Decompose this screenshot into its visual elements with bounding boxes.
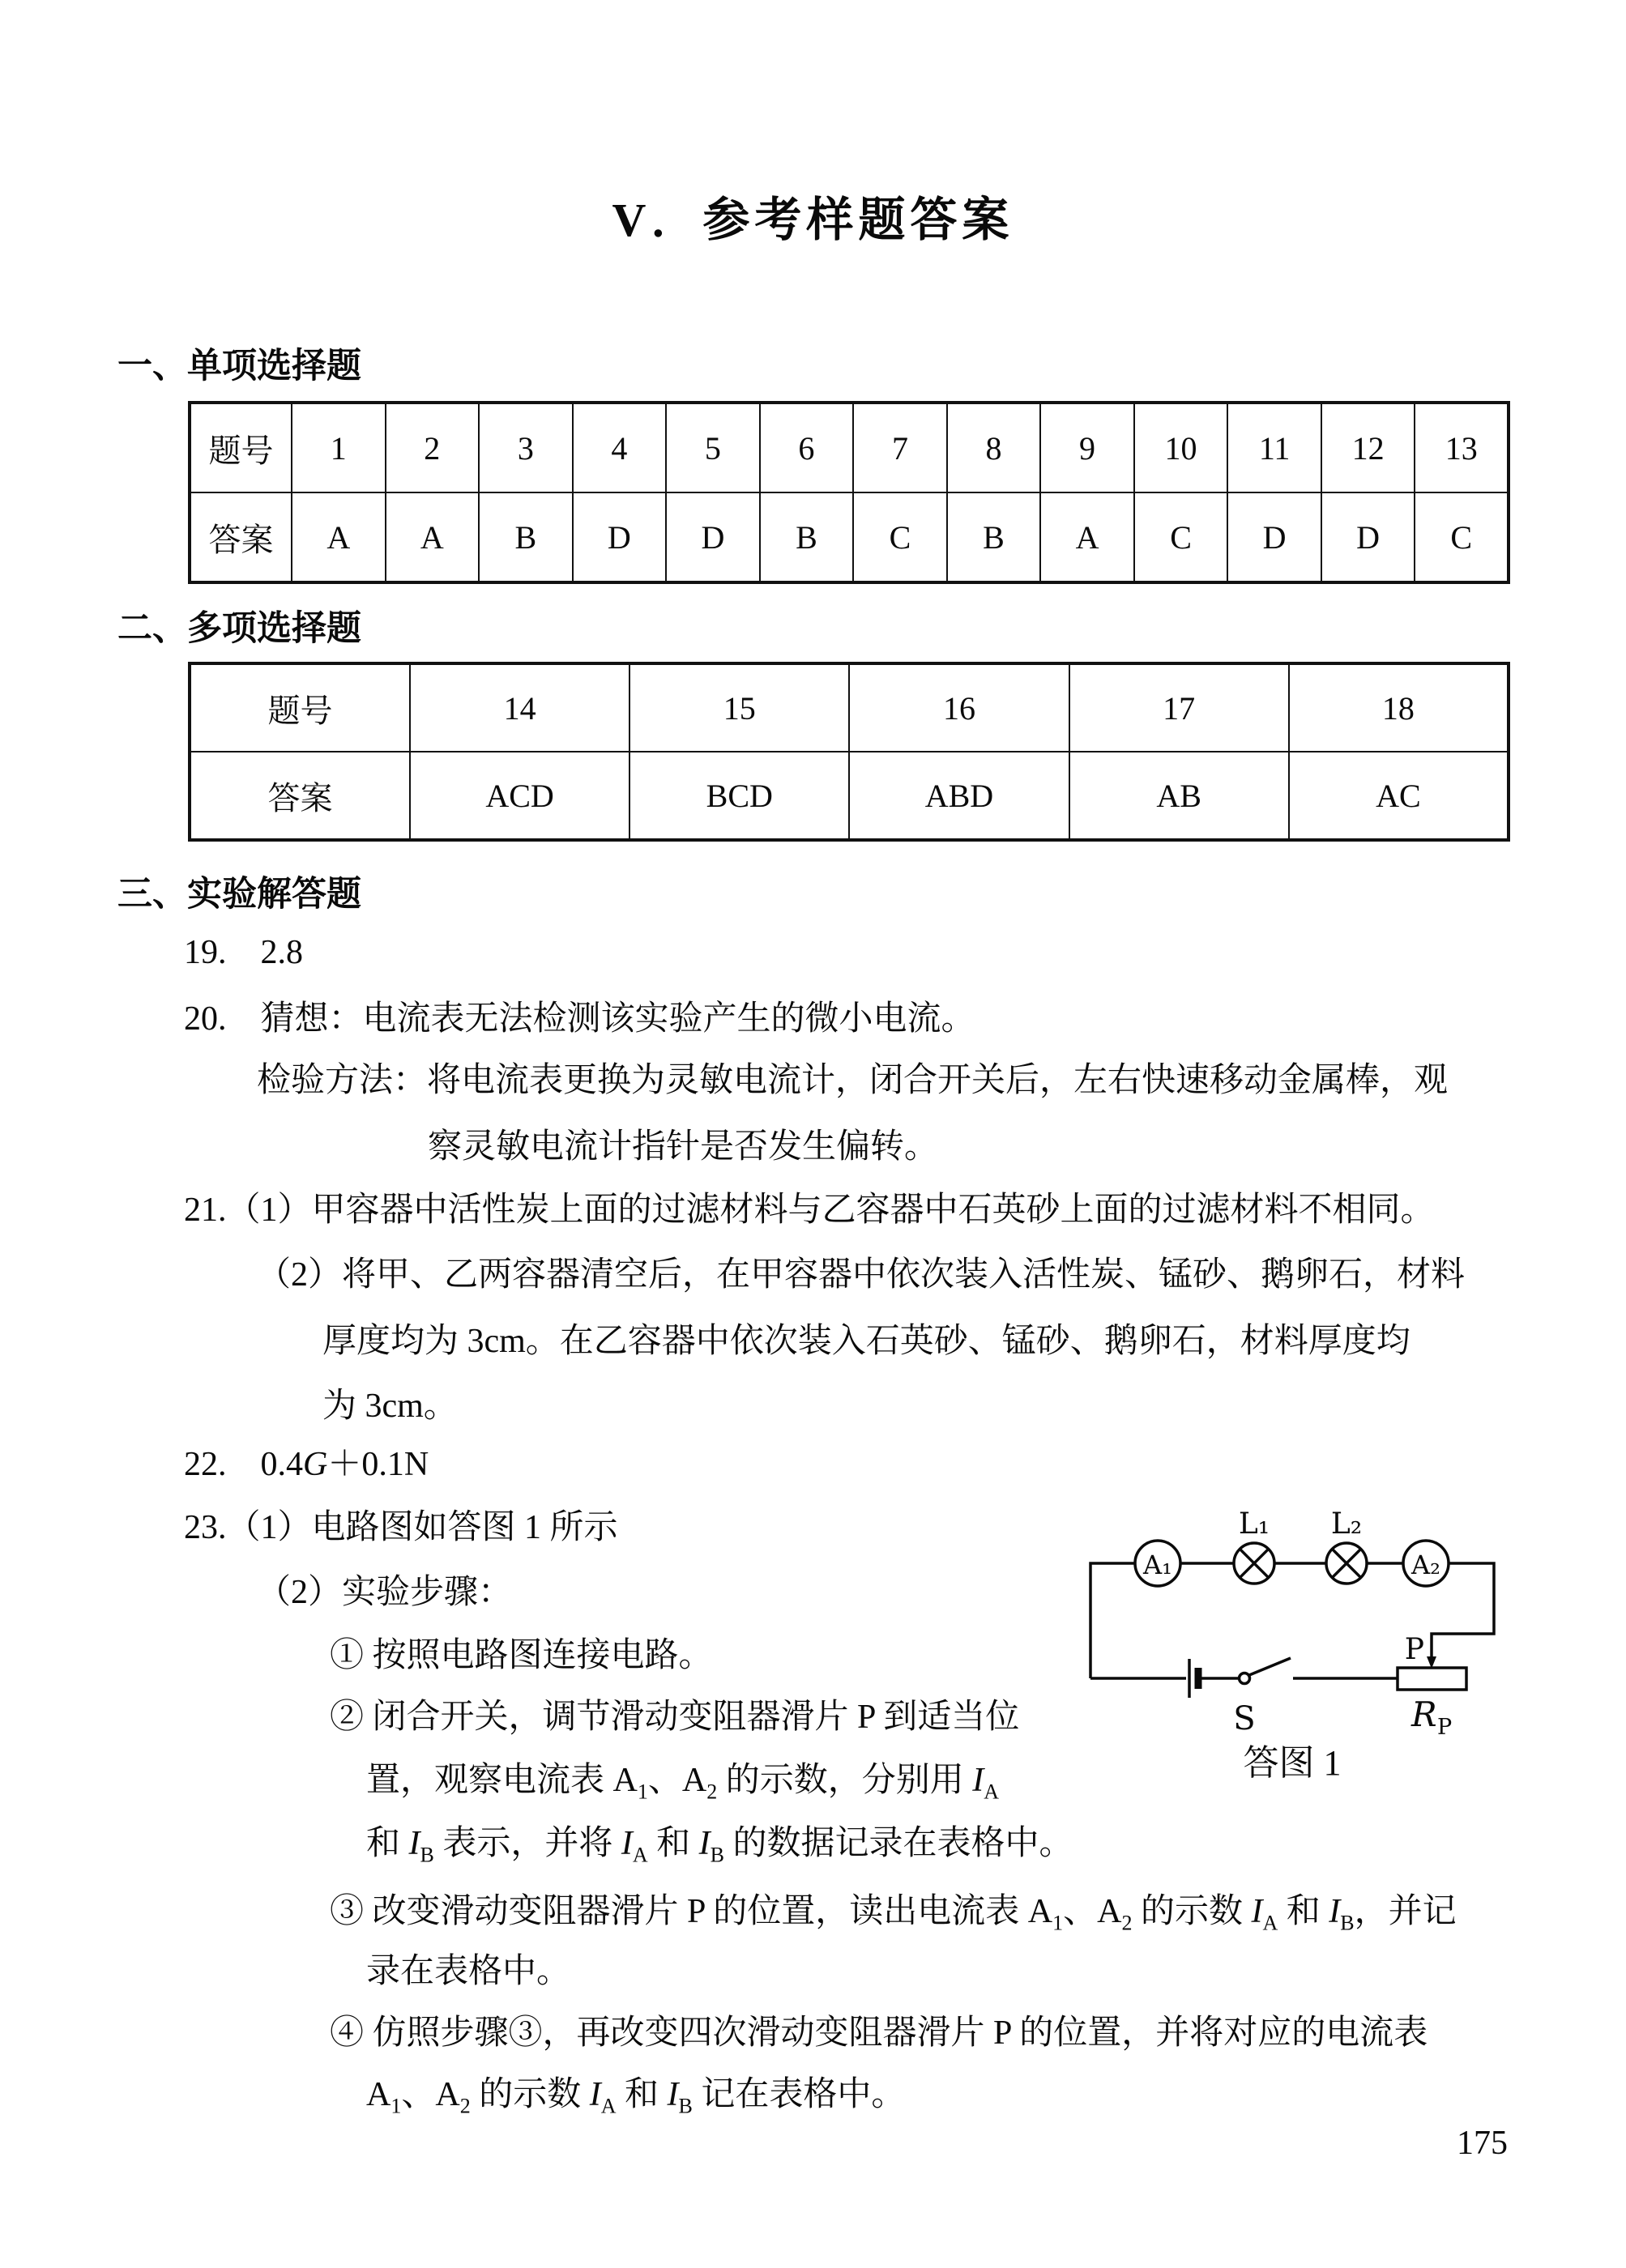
answer-cell: D <box>1321 492 1415 582</box>
question-number-cell: 16 <box>849 663 1069 752</box>
question-number-cell: 17 <box>1069 663 1289 752</box>
answer-cell: ABD <box>849 752 1069 840</box>
answer-cell: B <box>479 492 573 582</box>
answer-cell: C <box>1415 492 1509 582</box>
answer-cell: BCD <box>629 752 849 840</box>
answer-cell: A <box>386 492 480 582</box>
lamp-l1-icon <box>1234 1543 1274 1584</box>
slider-p-label: P <box>1404 1633 1424 1666</box>
lamp-l2-label: L₂ <box>1330 1507 1363 1541</box>
page-title: V．参考样题答案 <box>612 194 1014 246</box>
question-number-cell: 14 <box>410 663 629 752</box>
answer-cell: C <box>1134 492 1228 582</box>
answer-cell: ACD <box>410 752 629 840</box>
answer-line-22: 22. 0.4G＋0.1N <box>184 1446 429 1483</box>
question-number-cell: 2 <box>386 403 480 492</box>
ammeter-a1-label: A₁ <box>1143 1550 1172 1580</box>
switch-icon <box>1240 1658 1291 1684</box>
circuit-diagram <box>1078 1503 1515 1770</box>
lamp-l1-label: L₁ <box>1238 1507 1270 1541</box>
answer-line-21-2: （2）将甲、乙两容器清空后，在甲容器中依次装入活性炭、锰砂、鹅卵石，材料 <box>257 1256 1466 1294</box>
answer-cell: D <box>573 492 667 582</box>
ammeter-a1-icon <box>1135 1541 1180 1586</box>
question-number-cell: 12 <box>1321 403 1415 492</box>
section-heading-single-choice: 一、单项选择题 <box>117 347 361 386</box>
answer-step-3-cont: 录在表格中。 <box>366 1953 571 1990</box>
table-row <box>190 403 1509 492</box>
rheostat-icon <box>1398 1668 1466 1690</box>
answer-step-1: ① 按照电路图连接电路。 <box>330 1637 713 1674</box>
answer-cell: B <box>760 492 854 582</box>
answer-step-3: ③ 改变滑动变阻器滑片 P 的位置，读出电流表 $A_1$、$A_2$ 的示数 $I_A$ 和 $I_B$，并记 <box>330 1893 1457 1935</box>
page-number: 175 <box>1457 2125 1508 2162</box>
question-number-cell: 15 <box>629 663 849 752</box>
row-label: 题号 <box>190 403 292 492</box>
section-heading-multi-choice: 二、多项选择题 <box>117 609 361 648</box>
figure-caption: 答图 1 <box>1243 1743 1342 1783</box>
table-row <box>190 663 1509 752</box>
answer-line-23-1: 23.（1）电路图如答图 1 所示 <box>184 1509 618 1546</box>
question-number-cell: 1 <box>292 403 386 492</box>
table-row <box>190 492 1509 582</box>
question-number-cell: 9 <box>1040 403 1134 492</box>
answer-line-20: 20. 猜想：电流表无法检测该实验产生的微小电流。 <box>184 1000 975 1038</box>
question-number-cell: 11 <box>1227 403 1321 492</box>
switch-s-label: S <box>1233 1700 1256 1737</box>
answer-line-20-cont: 检验方法：将电流表更换为灵敏电流计，闭合开关后，左右快速移动金属棒，观 <box>257 1062 1449 1099</box>
question-number-cell: 6 <box>760 403 854 492</box>
answer-step-2-cont: 置，观察电流表 $A_1$、$A_2$ 的示数，分别用 $I_A$ <box>366 1762 999 1804</box>
answer-line-21-2-cont: 厚度均为 3cm。在乙容器中依次装入石英砂、锰砂、鹅卵石，材料厚度均 <box>322 1323 1410 1360</box>
answer-cell: A <box>1040 492 1134 582</box>
ammeter-a2-label: A₂ <box>1411 1550 1440 1580</box>
row-label: 题号 <box>190 663 410 752</box>
answer-cell: A <box>292 492 386 582</box>
answer-line-21-2-cont2: 为 3cm。 <box>322 1388 458 1425</box>
lamp-l2-icon <box>1326 1543 1367 1584</box>
row-label: 答案 <box>190 492 292 582</box>
question-number-cell: 13 <box>1415 403 1509 492</box>
answer-line-19: 19. 2.8 <box>184 934 304 971</box>
answer-step-2: ② 闭合开关，调节滑动变阻器滑片 P 到适当位 <box>330 1699 1020 1736</box>
answer-step-4: ④ 仿照步骤③，再改变四次滑动变阻器滑片 P 的位置，并将对应的电流表 <box>330 2014 1428 2052</box>
answer-cell: D <box>666 492 760 582</box>
answer-cell: AB <box>1069 752 1289 840</box>
rheostat-r-sub-label: P <box>1437 1715 1453 1740</box>
answer-line-21-1: 21.（1）甲容器中活性炭上面的过滤材料与乙容器中石英砂上面的过滤材料不相同。 <box>184 1192 1435 1229</box>
section-heading-experiment: 三、实验解答题 <box>117 875 361 914</box>
question-number-cell: 10 <box>1134 403 1228 492</box>
rheostat-r-label: R <box>1411 1695 1437 1734</box>
question-number-cell: 4 <box>573 403 667 492</box>
question-number-cell: 5 <box>666 403 760 492</box>
answer-line-20-cont2: 察灵敏电流计指针是否发生偏转。 <box>428 1128 939 1166</box>
question-number-cell: 7 <box>853 403 947 492</box>
ammeter-a2-icon <box>1403 1541 1449 1586</box>
table-row <box>190 752 1509 840</box>
answer-cell: D <box>1227 492 1321 582</box>
answer-step-4-cont: $A_1$、$A_2$ 的示数 $I_A$ 和 $I_B$ 记在表格中。 <box>366 2076 906 2118</box>
battery-icon <box>1189 1659 1198 1698</box>
question-number-cell: 8 <box>947 403 1041 492</box>
answer-line-23-2: （2）实验步骤： <box>257 1574 513 1611</box>
answer-step-2-cont2: 和 $I_B$ 表示，并将 $I_A$ 和 $I_B$ 的数据记录在表格中。 <box>366 1825 1073 1867</box>
single-choice-answer-table <box>188 401 1510 584</box>
question-number-cell: 3 <box>479 403 573 492</box>
answer-cell: AC <box>1289 752 1509 840</box>
multi-choice-answer-table <box>188 662 1510 842</box>
row-label: 答案 <box>190 752 410 840</box>
question-number-cell: 18 <box>1289 663 1509 752</box>
answer-cell: B <box>947 492 1041 582</box>
answer-cell: C <box>853 492 947 582</box>
